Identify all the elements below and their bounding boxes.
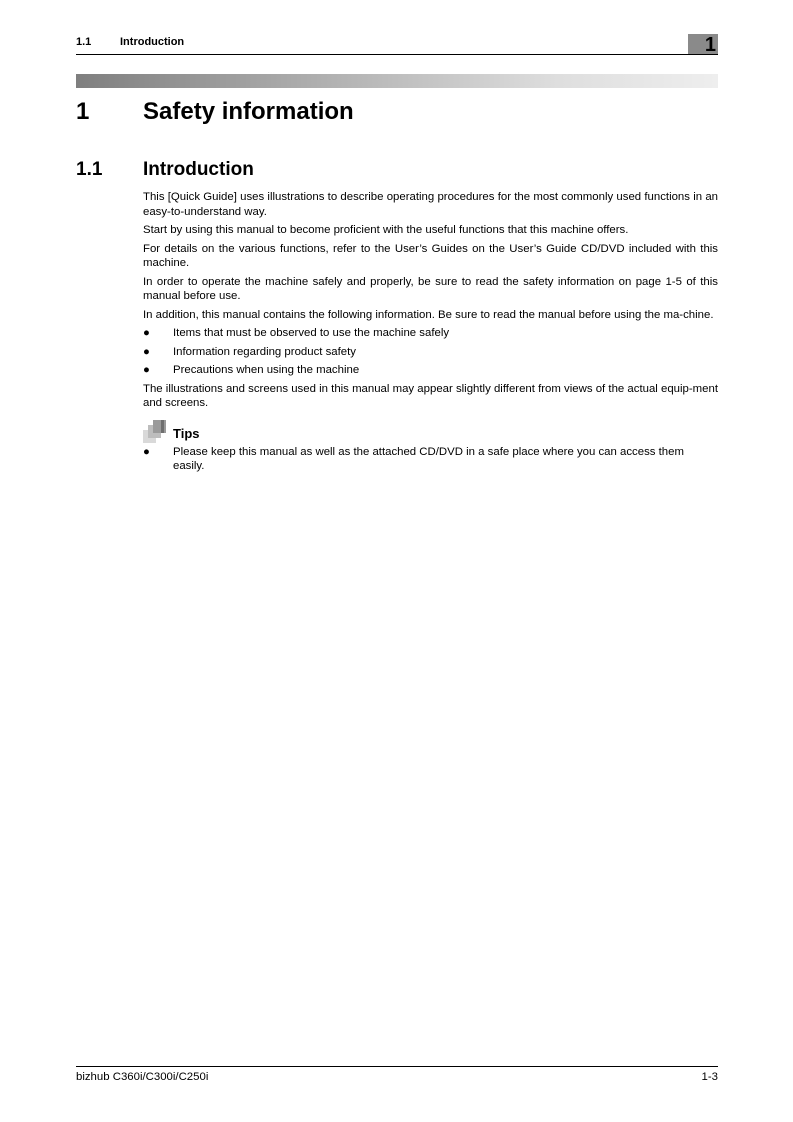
tips-label: Tips xyxy=(173,425,200,441)
chapter-number: 1 xyxy=(76,98,90,125)
section-number: 1.1 xyxy=(76,159,103,180)
tips-list xyxy=(143,445,718,474)
header-section-title: Introduction xyxy=(120,36,185,48)
list-item-text: Items that must be observed to use the machine safely xyxy=(173,327,450,339)
tips-icon xyxy=(141,419,171,445)
bullet-list xyxy=(143,326,718,378)
bullet-icon: ● xyxy=(143,345,150,358)
bullet-icon: ● xyxy=(143,364,150,376)
page-number: 1-3 xyxy=(701,1071,718,1083)
paragraph: This [Quick Guide] uses illustrations to describe operating procedures for the most commonly used functions in an easy-to-understand way. xyxy=(143,191,718,218)
paragraph: For details on the various functions, refer to the User’s Guides on the User’s Guide CD/DVD included with this machine. xyxy=(143,242,718,269)
chapter-divider-bar xyxy=(76,74,718,88)
header-chapter-number: 1 xyxy=(704,34,716,56)
running-header xyxy=(76,34,718,55)
paragraph: In addition, this manual contains the following information. Be sure to read the manual before using the ma-chine. xyxy=(143,308,714,321)
paragraph: Start by using this manual to become proficient with the useful functions that this machine offers. xyxy=(143,224,629,236)
section-title: Introduction xyxy=(143,159,254,180)
bullet-icon: ● xyxy=(143,445,150,458)
running-footer xyxy=(76,1066,718,1087)
tips-box xyxy=(143,425,718,474)
list-item-text: Precautions when using the machine xyxy=(173,364,360,376)
footer-model: bizhub C360i/C300i/C250i xyxy=(76,1071,209,1083)
header-section-number: 1.1 xyxy=(76,36,92,48)
bullet-icon: ● xyxy=(143,327,150,339)
list-item-text: Information regarding product safety xyxy=(173,345,356,358)
list-item xyxy=(143,345,718,360)
section-body xyxy=(143,190,718,478)
list-item-text: Please keep this manual as well as the attached CD/DVD in a safe place where you can access them easily. xyxy=(173,445,684,472)
list-item xyxy=(143,445,718,474)
paragraph: In order to operate the machine safely and properly, be sure to read the safety information on page 1-5 of this manual before use. xyxy=(143,275,718,302)
list-item xyxy=(143,326,718,341)
paragraph: The illustrations and screens used in this manual may appear slightly different from views of the actual equip-ment and screens. xyxy=(143,382,718,409)
list-item xyxy=(143,363,718,378)
chapter-title: Safety information xyxy=(143,98,354,125)
